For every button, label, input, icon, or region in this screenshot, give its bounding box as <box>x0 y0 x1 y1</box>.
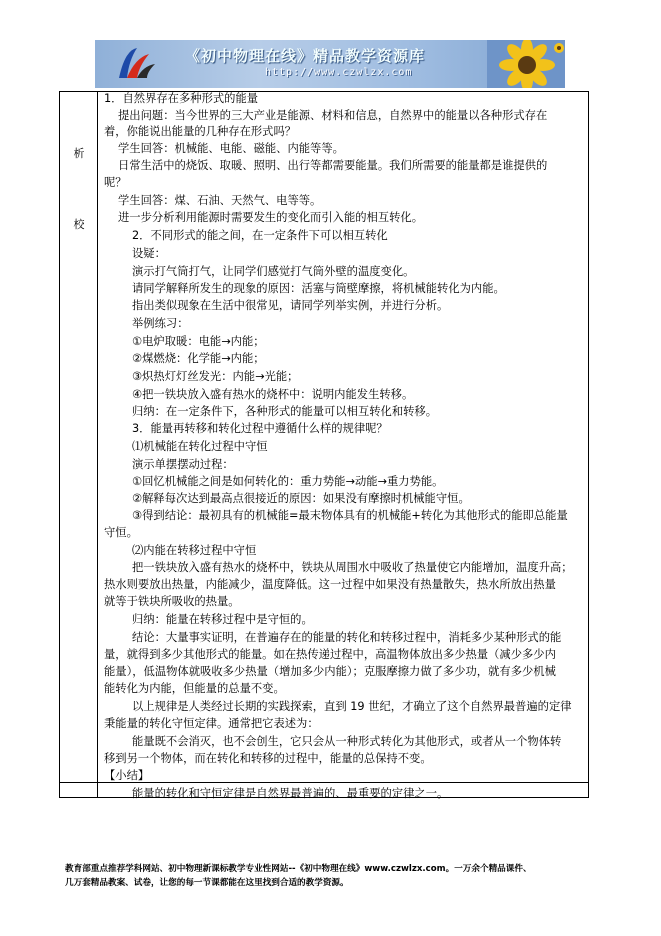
text-line: 演示单摆摆动过程： <box>132 458 234 471</box>
text-line: 学生回答：机械能、电能、磁能、内能等等。 <box>118 142 344 155</box>
text-line: 提出问题：当今世界的三大产业是能源、材料和信息，自然界中的能量以各种形式存在 <box>118 109 548 122</box>
text-line: 结论：大量事实证明，在普遍存在的能量的转化和转移过程中，消耗多少某种形式的能 <box>132 631 562 644</box>
text-line: 就等于铁块所吸收的热量。 <box>104 595 240 608</box>
banner-url[interactable]: http://www.czwlzx.com <box>265 67 413 78</box>
text-line: 演示打气筒打气，让同学们感觉打气筒外壁的温度变化。 <box>132 265 415 278</box>
text-line: 进一步分析利用能源时需要发生的变化而引入能的相互转化。 <box>118 211 424 224</box>
text-line: 日常生活中的烧饭、取暖、照明、出行等都需要能量。我们所需要的能量都是谁提供的 <box>118 159 548 172</box>
text-line: 能量），低温物体就吸收多少热量（增加多少内能）；克服摩擦力做了多少功，就有多少机械 <box>104 665 556 678</box>
text-line: ⑴机械能在转化过程中守恒 <box>132 440 268 453</box>
text-line: ⑵内能在转移过程中守恒 <box>132 544 257 557</box>
text-line: ①电炉取暖：电能→内能； <box>132 335 265 348</box>
text-line: 以上规律是人类经过长期的实践探索，直到 19 世纪，才确立了这个自然界最普遍的定律 <box>132 700 572 713</box>
text-line: 3．能量再转移和转化过程中遵循什么样的规律呢？ <box>132 422 388 435</box>
text-line: ②煤燃烧：化学能→内能； <box>132 352 265 365</box>
text-line: 热水则要放出热量，内能减少，温度降低。这一过程中如果没有热量散失，热水所放出热量 <box>104 578 556 591</box>
text-line: 把一铁块放入盛有热水的烧杯中，铁块从周围水中吸收了热量使它内能增加，温度升高； <box>132 561 573 574</box>
side-label-column <box>60 92 98 797</box>
text-line: ③得到结论：最初具有的机械能=最末物体具有的机械能+转化为其他形式的能即总能量 <box>132 509 568 522</box>
text-line: 指出类似现象在生活中很常见，请同学列举实例，并进行分析。 <box>132 299 449 312</box>
footer-line-1: 教育部重点推荐学科网站、初中物理新课标教学专业性网站--《初中物理在线》www.czwlzx.com。一万余个精品课件、 <box>65 864 532 874</box>
text-line: 请同学解释所发生的现象的原因：活塞与筒壁摩擦，将机械能转化为内能。 <box>132 282 505 295</box>
text-line: 2．不同形式的能之间，在一定条件下可以相互转化 <box>132 229 388 242</box>
text-line: 移到另一个物体，而在转化和转移的过程中，能量的总保持不变。 <box>104 752 432 765</box>
text-line: 1．自然界存在多种形式的能量 <box>104 92 259 105</box>
text-line: ③炽热灯灯丝发光：内能→光能； <box>132 370 299 383</box>
text-line: ①回忆机械能之间是如何转化的：重力势能→动能→重力势能。 <box>132 475 444 488</box>
page-footer <box>65 862 605 890</box>
summary-heading: 【小结】 <box>104 769 150 782</box>
text-line: 量，就得到多少其他形式的能量。如在热传递过程中，高温物体放出多少热量（减少多少内 <box>104 648 556 661</box>
site-logo-icon <box>115 44 159 84</box>
header-banner <box>95 40 565 88</box>
text-line: 归纳：能量在转移过程中是守恒的。 <box>132 613 313 626</box>
sunflower-icon <box>487 40 565 88</box>
footer-line-2: 几万套精品教案、试卷，让您的每一节课都能在这里找到合适的教学资源。 <box>65 878 349 888</box>
text-line: 守恒。 <box>104 526 138 539</box>
text-line: ②解释每次达到最高点很接近的原因：如果没有摩擦时机械能守恒。 <box>132 492 470 505</box>
text-line: ④把一铁块放入盛有热水的烧杯中：说明内能发生转移。 <box>132 388 414 401</box>
text-line: 归纳：在一定条件下，各种形式的能量可以相互转化和转移。 <box>132 405 438 418</box>
text-line: 能量既不会消灭，也不会创生，它只会从一种形式转化为其他形式，或者从一个物体转 <box>132 735 562 748</box>
text-line: 学生回答：煤、石油、天然气、电等等。 <box>118 194 322 207</box>
text-line: 能量的转化和守恒定律是自然界最普遍的、最重要的定律之一。 <box>132 787 449 800</box>
side-label-1: 析 <box>73 147 85 160</box>
text-line: 举例练习： <box>132 317 189 330</box>
text-line: 能转化为内能，但能量的总量不变。 <box>104 682 285 695</box>
banner-title: 《初中物理在线》精品教学资源库 <box>185 47 426 65</box>
text-line: 设疑： <box>132 247 166 260</box>
side-label-2: 校 <box>73 218 85 231</box>
text-line: 秉能量的转化守恒定律。通常把它表述为： <box>104 717 319 730</box>
text-line: 着，你能说出能量的几种存在形式吗？ <box>104 125 297 138</box>
text-line: 呢？ <box>104 176 127 189</box>
